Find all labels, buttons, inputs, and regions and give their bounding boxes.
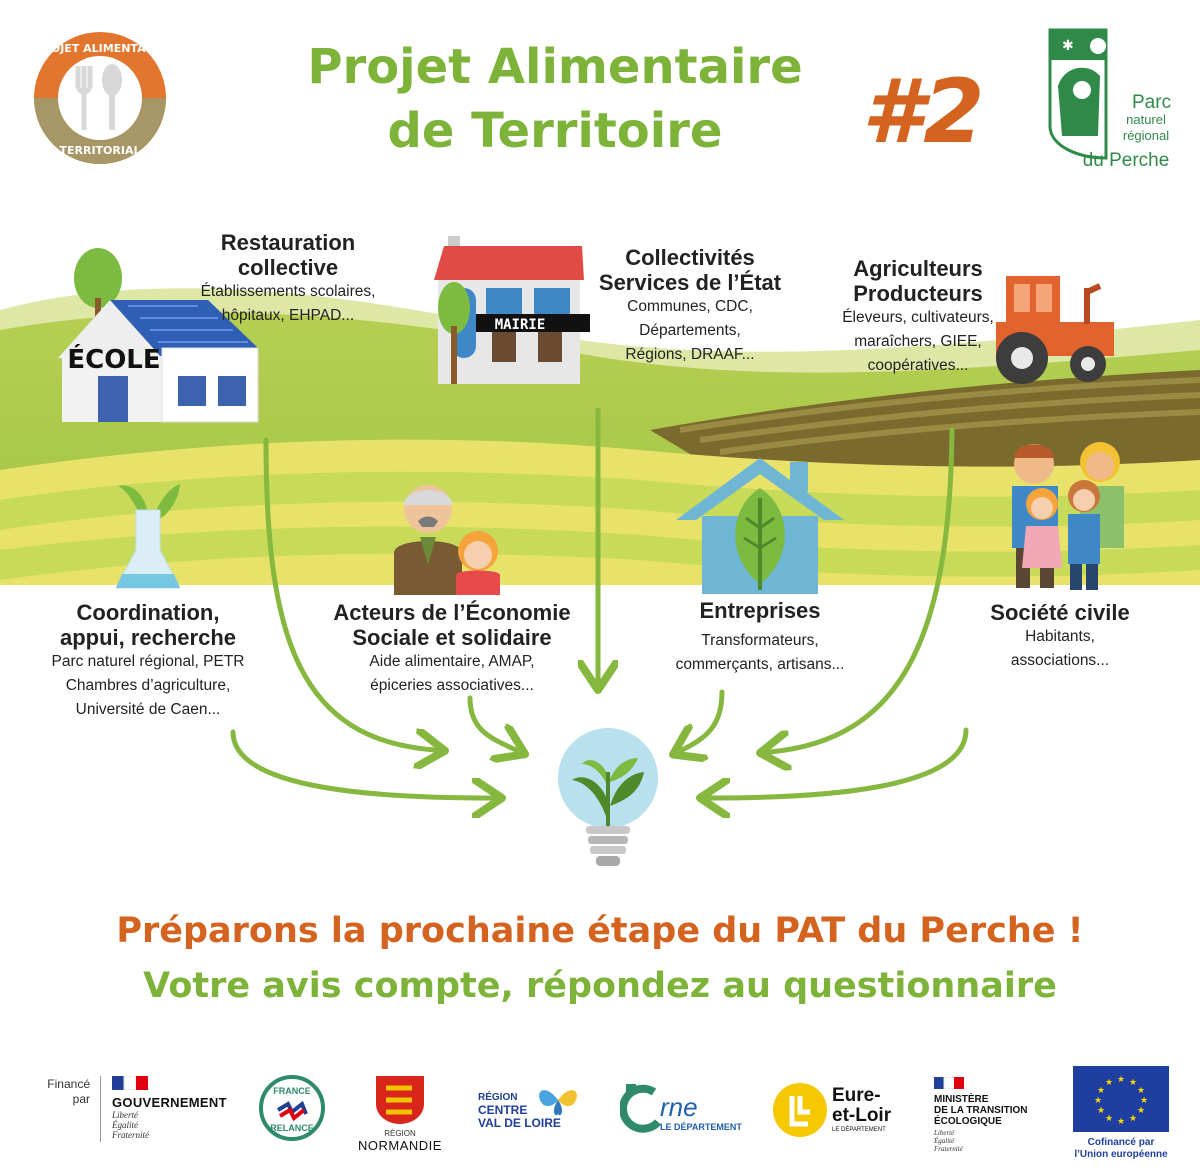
actor-desc-line: Habitants, (1025, 628, 1095, 645)
parc-line-3: régional (1122, 128, 1170, 143)
motto-line: Fraternité (934, 1145, 963, 1153)
arrow-restauration (266, 440, 435, 750)
relance-line-2: RELANCE (270, 1123, 314, 1133)
motto-line: Égalité (112, 1120, 138, 1130)
actor-desc-line: associations... (1010, 652, 1110, 669)
arrow-societe (710, 730, 966, 798)
orne-o-icon (620, 1082, 664, 1138)
edition-number: #2 (862, 60, 985, 163)
logo-bottom-text: TERRITORIAL (59, 144, 141, 157)
orne-sub: LE DÉPARTEMENT (660, 1122, 742, 1132)
normandie-line-1: RÉGION (384, 1129, 416, 1138)
ministere-line-1: MINISTÈRE (934, 1094, 989, 1105)
lightbulb-icon (556, 726, 660, 876)
centre-val-de-loire-logo (478, 1084, 588, 1130)
centre-line-2: CENTRE (478, 1103, 528, 1117)
actor-desc-line: Éleveurs, cultivateurs, (842, 309, 994, 326)
svg-text:★: ★ (1116, 1075, 1126, 1085)
actor-title-line: Collectivités (625, 245, 755, 270)
financed-label-line: par (72, 1092, 90, 1106)
school-sign: ÉCOLE (67, 345, 161, 375)
eure-et-loir-logo (772, 1082, 912, 1142)
eu-line-2: l’Union européenne (1074, 1149, 1168, 1160)
actor-title-line: Coordination, (76, 600, 220, 625)
actor-title-line: Entreprises (699, 598, 821, 623)
ministere-line-2: DE LA TRANSITION (934, 1105, 1028, 1116)
actor-title-line: Services de l’État (598, 270, 782, 295)
mairie-sign: MAIRIE (494, 317, 546, 333)
star-icon: ✱ (1062, 38, 1074, 54)
actor-desc-line: hôpitaux, EHPAD... (221, 307, 355, 324)
normandie-line-2: NORMANDIE (358, 1138, 442, 1153)
actor-title-line: Société civile (990, 600, 1130, 625)
svg-text:★: ★ (1093, 1096, 1103, 1106)
eure-line-2: et-Loir (832, 1105, 892, 1126)
eure-sub: LE DÉPARTEMENT (832, 1127, 886, 1133)
normandie-logo (350, 1074, 450, 1153)
actor-title-line: collective (237, 255, 339, 280)
title-line-2: de Territoire (387, 103, 723, 159)
arrow-ess (470, 698, 516, 750)
actor-desc-line: commerçants, artisans... (675, 656, 845, 673)
actor-title-line: Producteurs (853, 281, 983, 306)
cta-headline: Préparons la prochaine étape du PAT du Perche ! (116, 911, 1084, 951)
actor-desc-line: Transformateurs, (701, 632, 819, 649)
actor-desc-line: Régions, DRAAF... (625, 346, 755, 363)
france-relance-logo (258, 1074, 326, 1142)
actor-desc-line: épiceries associatives... (370, 677, 534, 694)
actor-ess (322, 600, 582, 698)
svg-text:★: ★ (1096, 1106, 1106, 1116)
svg-text:★: ★ (1096, 1086, 1106, 1096)
svg-text:★: ★ (1116, 1117, 1126, 1127)
gouvernement-logo (112, 1076, 247, 1140)
svg-text:★: ★ (1104, 1078, 1114, 1088)
actor-title-line: Agriculteurs (853, 256, 983, 281)
cta-subline: Votre avis compte, répondez au questionnaire (143, 966, 1057, 1006)
actor-desc-line: Communes, CDC, (627, 298, 753, 315)
actor-title-line: Restauration (220, 230, 356, 255)
eu-logo (1062, 1066, 1180, 1161)
actor-entreprises (660, 598, 860, 677)
actor-title-line: Acteurs de l’Économie (333, 600, 571, 625)
actor-title-line: appui, recherche (59, 625, 237, 650)
ministere-logo (934, 1076, 1054, 1153)
title-line-1: Projet Alimentaire (307, 39, 803, 95)
actor-desc-line: coopératives... (867, 357, 969, 374)
eure-et-loir-badge-icon (772, 1082, 828, 1138)
svg-text:★: ★ (1136, 1106, 1146, 1116)
svg-text:★: ★ (1104, 1114, 1114, 1124)
marianne-flag-icon (112, 1076, 148, 1090)
parc-line-1: Parc (1132, 92, 1172, 113)
actor-agriculteurs (818, 256, 1018, 378)
orne-name: rne (660, 1092, 698, 1122)
actor-coordination (28, 600, 268, 722)
motto-line: Égalité (934, 1137, 955, 1145)
actor-desc-line: Aide alimentaire, AMAP, (369, 653, 535, 670)
logo-top-text: PROJET ALIMENTAIRE (34, 42, 166, 55)
svg-text:★: ★ (1139, 1096, 1149, 1106)
arrow-agriculteurs (770, 430, 952, 752)
svg-text:★: ★ (1128, 1078, 1138, 1088)
centre-line-1: RÉGION (478, 1092, 518, 1103)
parc-line-4: du Perche (1082, 150, 1170, 171)
motto-line: Fraternité (112, 1130, 149, 1140)
financed-label-line: Financé (47, 1077, 90, 1091)
relance-line-1: FRANCE (273, 1086, 311, 1096)
arrow-coordination (233, 732, 492, 798)
actor-desc-line: Chambres d’agriculture, (65, 677, 231, 694)
footer-divider (100, 1076, 101, 1142)
gouvernement-name: GOUVERNEMENT (112, 1095, 227, 1110)
actor-title-line: Sociale et solidaire (352, 625, 552, 650)
parc-line-2: naturel (1126, 112, 1166, 127)
ministere-line-3: ÉCOLOGIQUE (934, 1116, 1002, 1127)
actor-societe-civile (970, 600, 1150, 673)
financed-by-label (40, 1077, 90, 1107)
svg-text:★: ★ (1128, 1114, 1138, 1124)
actor-desc-line: Parc naturel régional, PETR (51, 653, 245, 670)
centre-butterfly-icon (536, 1084, 580, 1118)
actor-restauration (168, 230, 408, 328)
orne-logo (620, 1082, 750, 1142)
actor-collectivites (580, 245, 800, 367)
actor-desc-line: Établissements scolaires, (200, 283, 376, 300)
eure-line-1: Eure- (832, 1085, 881, 1106)
motto-line: Liberté (112, 1110, 138, 1120)
marianne-flag-icon (934, 1077, 964, 1089)
eu-flag-icon (1073, 1066, 1169, 1132)
actor-desc-line: Départements, (639, 322, 741, 339)
svg-text:★: ★ (1136, 1086, 1146, 1096)
arrow-entreprises (682, 692, 722, 750)
actor-desc-line: maraîchers, GIEE, (854, 333, 982, 350)
eu-line-1: Cofinancé par (1087, 1137, 1155, 1148)
motto-line: Liberté (934, 1129, 955, 1137)
normandie-shield-icon (372, 1074, 428, 1126)
actor-desc-line: Université de Caen... (75, 701, 221, 718)
centre-line-3: VAL DE LOIRE (478, 1116, 561, 1130)
